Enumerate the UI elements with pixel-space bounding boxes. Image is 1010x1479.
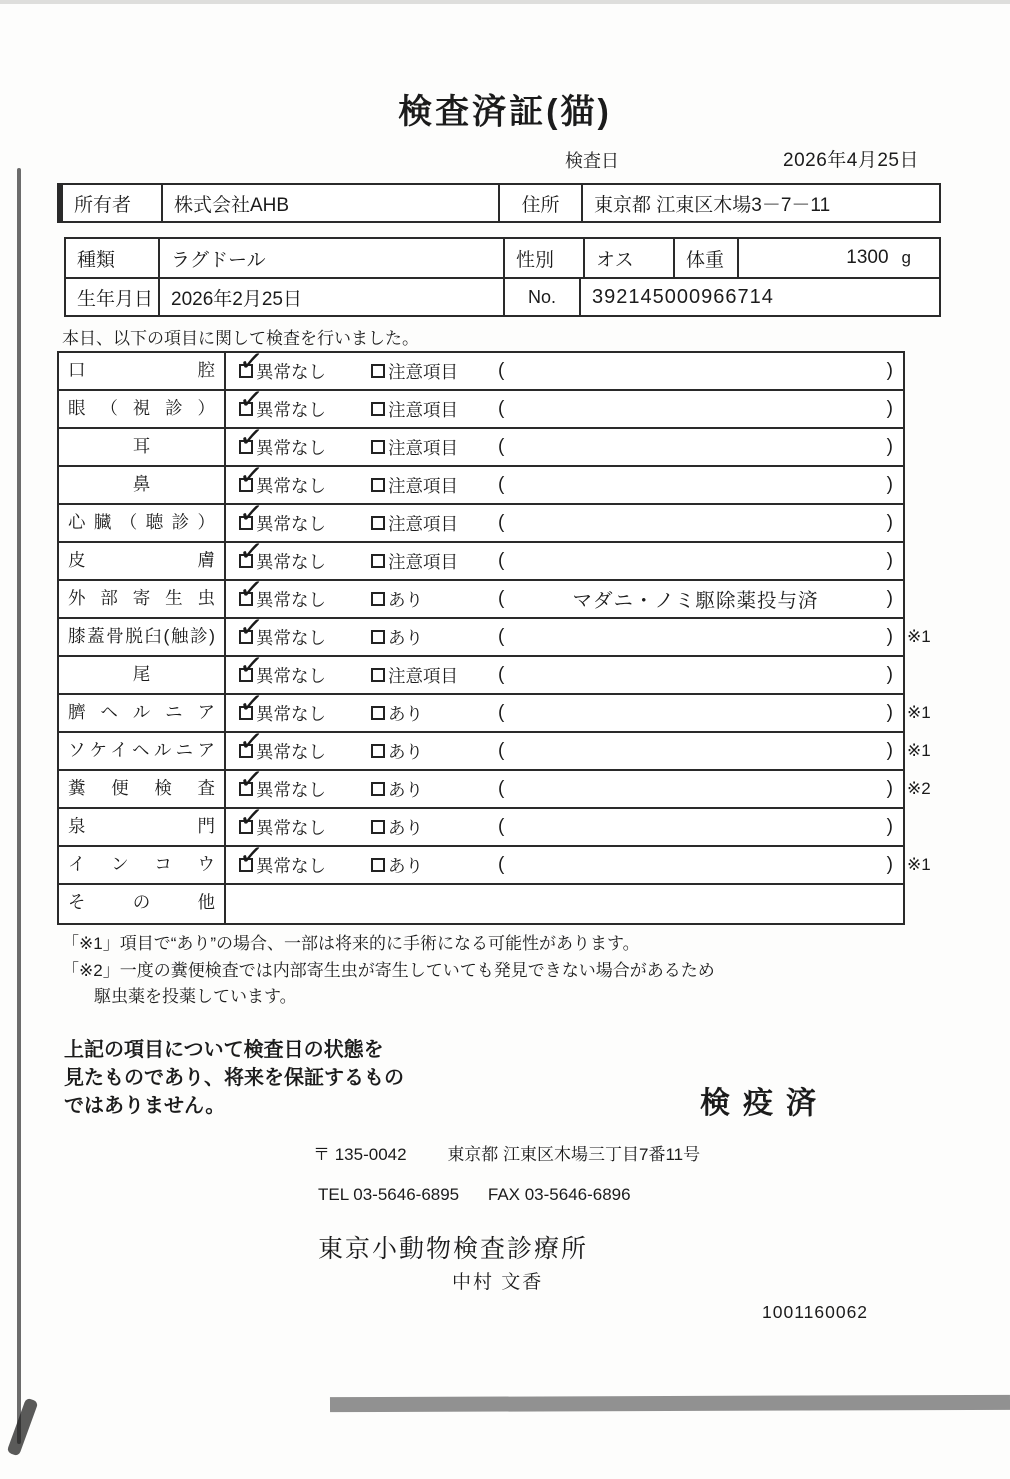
checkmark-icon: ✓: [237, 572, 265, 608]
option1-label: 異常なし: [256, 741, 326, 762]
exam-item-label: 皮膚: [59, 543, 226, 579]
exam-row-content: [226, 686, 903, 731]
checkbox-attention: [371, 630, 385, 644]
checkbox-no-abnormality: [237, 800, 265, 836]
exam-item-label: 尾: [59, 657, 226, 693]
option1-label: 異常なし: [256, 627, 326, 648]
exam-item-label: 外部寄生虫: [59, 581, 226, 617]
checkbox-no-abnormality: [237, 344, 265, 380]
weight-unit: g: [901, 248, 911, 267]
checkbox-attention: [371, 478, 385, 492]
exam-item-label: 心臓（聴診）: [59, 505, 226, 541]
attention-option: [371, 815, 498, 840]
owner-info-table: [57, 183, 941, 223]
weight-label: 体重: [675, 239, 739, 277]
option2-label: あり: [388, 817, 423, 838]
exam-row-content: [226, 724, 903, 769]
page-title: 検査済証(猫): [398, 93, 612, 131]
paren-close: ): [886, 740, 893, 761]
no-abnormality-option: [237, 496, 371, 536]
exam-table: [57, 344, 931, 925]
disclaimer-text: [64, 1036, 404, 1120]
quarantine-stamp: 検疫済: [700, 1087, 829, 1120]
option1-label: 異常なし: [256, 361, 326, 382]
option1-label: 異常なし: [256, 665, 326, 686]
attention-option: [371, 549, 498, 574]
paren-close: ): [886, 360, 893, 381]
footnote-mark: ※1: [907, 855, 931, 874]
exam-row-content: [226, 496, 903, 541]
disclaimer-line-2: 見たものであり、将来を保証するもの: [64, 1067, 404, 1089]
exam-item-label: 糞便検査: [59, 771, 226, 807]
exam-row: [59, 648, 903, 695]
option2-label: 注意項目: [388, 665, 458, 686]
checkbox-attention: [371, 402, 385, 416]
option1-label: 異常なし: [256, 779, 326, 800]
weight-number: 1300: [846, 247, 889, 268]
paren-close: ): [886, 512, 893, 533]
no-abnormality-option: [237, 458, 371, 498]
disclaimer-line-1: 上記の項目について検査日の状態を: [64, 1039, 384, 1061]
exam-item-label: その他: [59, 885, 226, 923]
checkmark-icon: ✓: [237, 610, 265, 646]
footnote-2-line1: 「※2」一度の糞便検査では内部寄生虫が寄生していても発見できない場合があるため: [62, 961, 715, 980]
option2-label: 注意項目: [388, 399, 458, 420]
paren-close: ): [886, 588, 893, 609]
clinic-phone-line: [318, 1185, 631, 1205]
attention-option: [371, 663, 498, 688]
option2-label: 注意項目: [388, 475, 458, 496]
option1-label: 異常なし: [256, 703, 326, 724]
checkmark-icon: ✓: [237, 724, 265, 760]
option1-label: 異常なし: [256, 551, 326, 572]
checkmark-icon: ✓: [237, 838, 265, 874]
paren-close: ): [886, 398, 893, 419]
option2-label: あり: [388, 779, 423, 800]
exam-row: [59, 534, 903, 581]
exam-item-label: インコウ: [59, 847, 226, 883]
attention-option: [371, 473, 498, 498]
paren-open: (: [498, 778, 505, 799]
checkbox-attention: [371, 706, 385, 720]
checkmark-icon: ✓: [237, 496, 265, 532]
paren-close: ): [886, 816, 893, 837]
paren-open: (: [498, 588, 505, 609]
clinic-address: 東京都 江東区木場三丁目7番11号: [447, 1145, 701, 1164]
owner-address-label: 住所: [500, 185, 583, 221]
attention-option: [371, 587, 498, 612]
birthdate-value: 2026年2月25日: [160, 279, 505, 315]
exam-row-content: [226, 762, 903, 807]
checkmark-icon: ✓: [237, 382, 265, 418]
no-abnormality-option: [237, 648, 371, 688]
sex-value: オス: [585, 239, 675, 277]
exam-row: [59, 344, 903, 391]
microchip-no-value: 392145000966714: [592, 285, 774, 308]
no-abnormality-option: [237, 420, 371, 460]
checkbox-no-abnormality: [237, 534, 265, 570]
paren-open: (: [498, 474, 505, 495]
paren-open: (: [498, 360, 505, 381]
paren-close: ): [886, 702, 893, 723]
option2-label: あり: [388, 589, 423, 610]
scan-artifact-bottom-edge: [330, 1395, 1010, 1412]
weight-value: [739, 239, 939, 277]
paren-close: ): [886, 664, 893, 685]
fax-number: FAX 03-5646-6896: [487, 1185, 631, 1204]
disclaimer-line-3: ではありません。: [64, 1095, 226, 1117]
exam-table-body: [59, 344, 931, 923]
option2-label: あり: [388, 741, 423, 762]
checkbox-attention: [371, 782, 385, 796]
checkbox-no-abnormality: [237, 838, 265, 874]
exam-row-content: [226, 382, 903, 427]
option1-label: 異常なし: [256, 855, 326, 876]
checkmark-icon: ✓: [237, 420, 265, 456]
exam-row: [59, 762, 931, 809]
no-abnormality-option: [237, 724, 371, 764]
exam-row: [59, 572, 903, 619]
exam-row: [59, 382, 903, 429]
exam-row-content: [226, 458, 903, 503]
owner-name: 株式会社AHB: [163, 185, 500, 221]
exam-row-content: [226, 534, 903, 579]
exam-row-content: [226, 838, 903, 883]
option1-label: 異常なし: [256, 589, 326, 610]
checkbox-attention: [371, 744, 385, 758]
exam-row: [59, 724, 931, 771]
option1-label: 異常なし: [256, 513, 326, 534]
tel-number: TEL 03-5646-6895: [318, 1185, 460, 1204]
exam-item-label: ソケイヘルニア: [59, 733, 226, 769]
exam-item-label: 膝蓋骨脱臼(触診): [59, 619, 226, 655]
examiner-name: 中村 文香: [452, 1272, 544, 1293]
pet-info-row-2: [66, 277, 939, 315]
sex-label: 性別: [505, 239, 585, 277]
postal-code: 〒 135-0042: [313, 1145, 407, 1164]
option2-label: 注意項目: [388, 551, 458, 572]
no-abnormality-option: [237, 686, 371, 726]
footnote-mark: ※1: [907, 703, 931, 722]
paren-open: (: [498, 398, 505, 419]
paren-open: (: [498, 816, 505, 837]
exam-row: [59, 610, 931, 657]
paren-open: (: [498, 550, 505, 571]
exam-row-content: [226, 344, 903, 389]
inspection-date-value: 2026年4月25日: [783, 150, 919, 171]
inspection-date-label: 検査日: [565, 151, 619, 171]
exam-row: [59, 686, 931, 733]
checkmark-icon: ✓: [237, 648, 265, 684]
attention-option: [371, 701, 498, 726]
exam-row: [59, 838, 931, 885]
birthdate-label: 生年月日: [66, 279, 160, 315]
exam-item-label: 鼻: [59, 467, 226, 503]
exam-row: [59, 420, 903, 467]
paren-open: (: [498, 512, 505, 533]
owner-address-value: 東京都 江東区木場3－7－11: [594, 194, 831, 216]
option2-label: あり: [388, 627, 423, 648]
attention-option: [371, 435, 498, 460]
intro-text: 本日、以下の項目に関して検査を行いました。: [62, 329, 419, 348]
checkbox-attention: [371, 516, 385, 530]
checkbox-no-abnormality: [237, 648, 265, 684]
checkmark-icon: ✓: [237, 800, 265, 836]
exam-row-content: [226, 572, 903, 617]
exam-row-content: [226, 648, 903, 693]
attention-option: [371, 739, 498, 764]
option1-label: 異常なし: [256, 475, 326, 496]
exam-item-label: 眼（視診）: [59, 391, 226, 427]
paren-close: ): [886, 626, 893, 647]
clinic-name: 東京小動物検査診療所: [318, 1235, 589, 1263]
attention-option: [371, 511, 498, 536]
no-abnormality-option: [237, 382, 371, 422]
option2-label: 注意項目: [388, 361, 458, 382]
footnote-mark: ※1: [907, 627, 931, 646]
checkmark-icon: ✓: [237, 762, 265, 798]
no-abnormality-option: [237, 610, 371, 650]
footnote-mark: ※1: [907, 741, 931, 760]
paren-open: (: [498, 664, 505, 685]
paren-close: ): [886, 550, 893, 571]
exam-row: [59, 800, 903, 847]
exam-item-label: 口腔: [59, 353, 226, 389]
no-abnormality-option: [237, 344, 371, 384]
paren-close: ): [886, 436, 893, 457]
checkbox-no-abnormality: [237, 572, 265, 608]
checkbox-attention: [371, 858, 385, 872]
exam-row-content: [226, 885, 903, 923]
option2-label: 注意項目: [388, 437, 458, 458]
paren-close: ): [886, 778, 893, 799]
scan-artifact-left-edge: [17, 168, 21, 1444]
paren-open: (: [498, 702, 505, 723]
attention-option: [371, 625, 498, 650]
breed-label: 種類: [66, 239, 160, 277]
exam-row: [59, 458, 903, 505]
footnote-2-line2: 駆虫薬を投薬しています。: [94, 987, 297, 1006]
checkmark-icon: ✓: [237, 686, 265, 722]
checkbox-no-abnormality: [237, 610, 265, 646]
option2-label: あり: [388, 703, 423, 724]
no-abnormality-option: [237, 838, 371, 878]
footnote-1: 「※1」項目で“あり”の場合、一部は将来的に手術になる可能性があります。: [62, 934, 640, 953]
checkbox-no-abnormality: [237, 762, 265, 798]
paren-open: (: [498, 854, 505, 875]
breed-value: ラグドール: [160, 239, 505, 277]
owner-label: 所有者: [63, 185, 163, 221]
checkbox-attention: [371, 554, 385, 568]
checkbox-no-abnormality: [237, 496, 265, 532]
paren-open: (: [498, 436, 505, 457]
exam-item-label: 泉門: [59, 809, 226, 845]
clinic-address-line: [313, 1140, 700, 1165]
exam-row-content: [226, 800, 903, 845]
attention-option: [371, 777, 498, 802]
paren-note: マダニ・ノミ駆除薬投与済: [572, 590, 819, 612]
attention-option: [371, 359, 498, 384]
pet-info-table: [64, 237, 941, 317]
checkmark-icon: ✓: [237, 458, 265, 494]
exam-row: [59, 885, 903, 923]
checkbox-no-abnormality: [237, 420, 265, 456]
paren-close: ): [886, 474, 893, 495]
no-abnormality-option: [237, 800, 371, 840]
checkbox-attention: [371, 668, 385, 682]
option2-label: あり: [388, 855, 423, 876]
no-abnormality-option: [237, 534, 371, 574]
checkbox-no-abnormality: [237, 382, 265, 418]
exam-row-content: [226, 420, 903, 465]
exam-row-content: [226, 610, 903, 655]
exam-item-label: 臍ヘルニア: [59, 695, 226, 731]
microchip-no-label: No.: [505, 279, 581, 315]
exam-item-label: 耳: [59, 429, 226, 465]
checkbox-no-abnormality: [237, 458, 265, 494]
checkbox-attention: [371, 440, 385, 454]
no-abnormality-option: [237, 572, 371, 612]
paren-open: (: [498, 626, 505, 647]
attention-option: [371, 397, 498, 422]
scan-artifact-top-edge: [0, 0, 1010, 4]
checkbox-no-abnormality: [237, 686, 265, 722]
checkmark-icon: ✓: [237, 534, 265, 570]
attention-option: [371, 853, 498, 878]
checkbox-no-abnormality: [237, 724, 265, 760]
exam-row: [59, 496, 903, 543]
checkmark-icon: ✓: [237, 344, 265, 380]
serial-number: 1001160062: [762, 1302, 869, 1322]
pet-info-row-1: [66, 239, 939, 277]
option1-label: 異常なし: [256, 817, 326, 838]
paren-close: ): [886, 854, 893, 875]
paren-open: (: [498, 740, 505, 761]
footnote-mark: ※2: [907, 779, 931, 798]
checkbox-attention: [371, 820, 385, 834]
option1-label: 異常なし: [256, 437, 326, 458]
option1-label: 異常なし: [256, 399, 326, 420]
scan-artifact-corner: [6, 1398, 38, 1457]
checkbox-attention: [371, 364, 385, 378]
option2-label: 注意項目: [388, 513, 458, 534]
checkbox-attention: [371, 592, 385, 606]
no-abnormality-option: [237, 762, 371, 802]
